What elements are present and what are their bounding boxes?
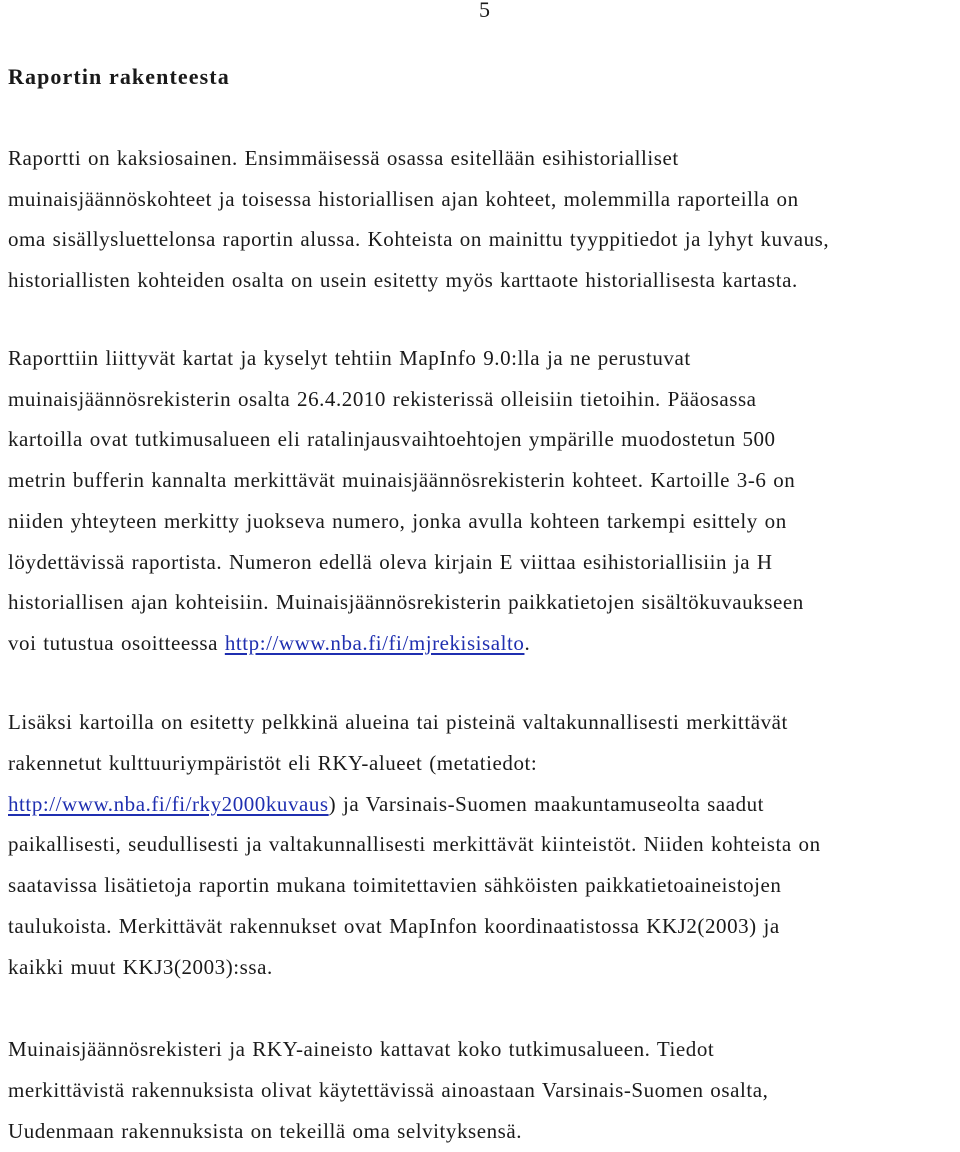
text-line: kaikki muut KKJ3(2003):ssa.	[8, 954, 273, 979]
paragraph-data-coverage	[8, 1029, 960, 1152]
text-line: historiallisen ajan kohteisiin. Muinaisjäännösrekisterin paikkatietojen sisältökuvaukseen	[8, 590, 804, 615]
text-line: muinaisjäännösrekisterin osalta 26.4.2010 rekisterissä olleisiin tietoihin. Pääosassa	[8, 386, 757, 411]
text-line: oma sisällysluettelonsa raportin alussa. Kohteista on mainittu tyyppitiedot ja lyhyt kuvaus,	[8, 227, 830, 251]
text-line: niiden yhteyteen merkitty juokseva numero, jonka avulla kohteen tarkempi esittely on	[8, 508, 787, 533]
text-line: Lisäksi kartoilla on esitetty pelkkinä alueina tai pisteinä valtakunnallisesti merkittävät	[8, 710, 788, 734]
text-line: Uudenmaan rakennuksista on tekeillä oma selvityksensä.	[8, 1119, 523, 1143]
text-line	[8, 784, 960, 825]
text-line: historiallisten kohteiden osalta on usein esitetty myös karttaote historiallisesta kartasta.	[8, 267, 798, 292]
text-fragment: ) ja Varsinais-Suomen maakuntamuseolta saadut	[328, 791, 765, 816]
text-line: rakennetut kulttuuriympäristöt eli RKY-alueet (metatiedot:	[8, 750, 538, 775]
text-fragment: .	[524, 630, 531, 655]
text-line: kartoilla ovat tutkimusalueen eli ratalinjausvaihtoehtojen ympärille muodostetun 500	[8, 427, 776, 452]
text-line: Raporttiin liittyvät kartat ja kyselyt tehtiin MapInfo 9.0:lla ja ne perustuvat	[8, 346, 691, 370]
section-heading: Raportin rakenteesta	[8, 64, 230, 89]
text-line: löydettävissä raportista. Numeron edellä oleva kirjain E viittaa esihistoriallisiin ja H	[8, 549, 773, 574]
paragraph-report-structure	[8, 138, 960, 300]
text-line: Muinaisjäännösrekisteri ja RKY-aineisto kattavat koko tutkimusalueen. Tiedot	[8, 1037, 715, 1061]
text-line: muinaisjäännöskohteet ja toisessa historiallisen ajan kohteet, molemmilla raporteilla on	[8, 186, 799, 211]
text-line: merkittävistä rakennuksista olivat käytettävissä ainoastaan Varsinais-Suomen osalta,	[8, 1078, 769, 1102]
paragraph-rky-areas	[8, 702, 960, 988]
paragraph-maps-and-queries	[8, 338, 960, 664]
text-line: Raportti on kaksiosainen. Ensimmäisessä osassa esitellään esihistorialliset	[8, 146, 679, 170]
rky2000kuvaus-link[interactable]: http://www.nba.fi/fi/rky2000kuvaus	[8, 791, 329, 816]
mjrekisisalto-link[interactable]: http://www.nba.fi/fi/mjrekisisalto	[224, 630, 525, 655]
text-line	[8, 623, 960, 664]
page-number: 5	[479, 0, 491, 22]
text-line: metrin bufferin kannalta merkittävät muinaisjäännösrekisterin kohteet. Kartoille 3-6 on	[8, 468, 796, 493]
text-line: saatavissa lisätietoja raportin mukana toimitettavien sähköisten paikkatietoaineistojen	[8, 873, 782, 898]
text-fragment: voi tutustua osoitteessa	[8, 630, 225, 655]
text-line: paikallisesti, seudullisesti ja valtakunnallisesti merkittävät kiinteistöt. Niiden kohteista on	[8, 832, 821, 857]
text-line: taulukoista. Merkittävät rakennukset ovat MapInfon koordinaatistossa KKJ2(2003) ja	[8, 913, 780, 938]
